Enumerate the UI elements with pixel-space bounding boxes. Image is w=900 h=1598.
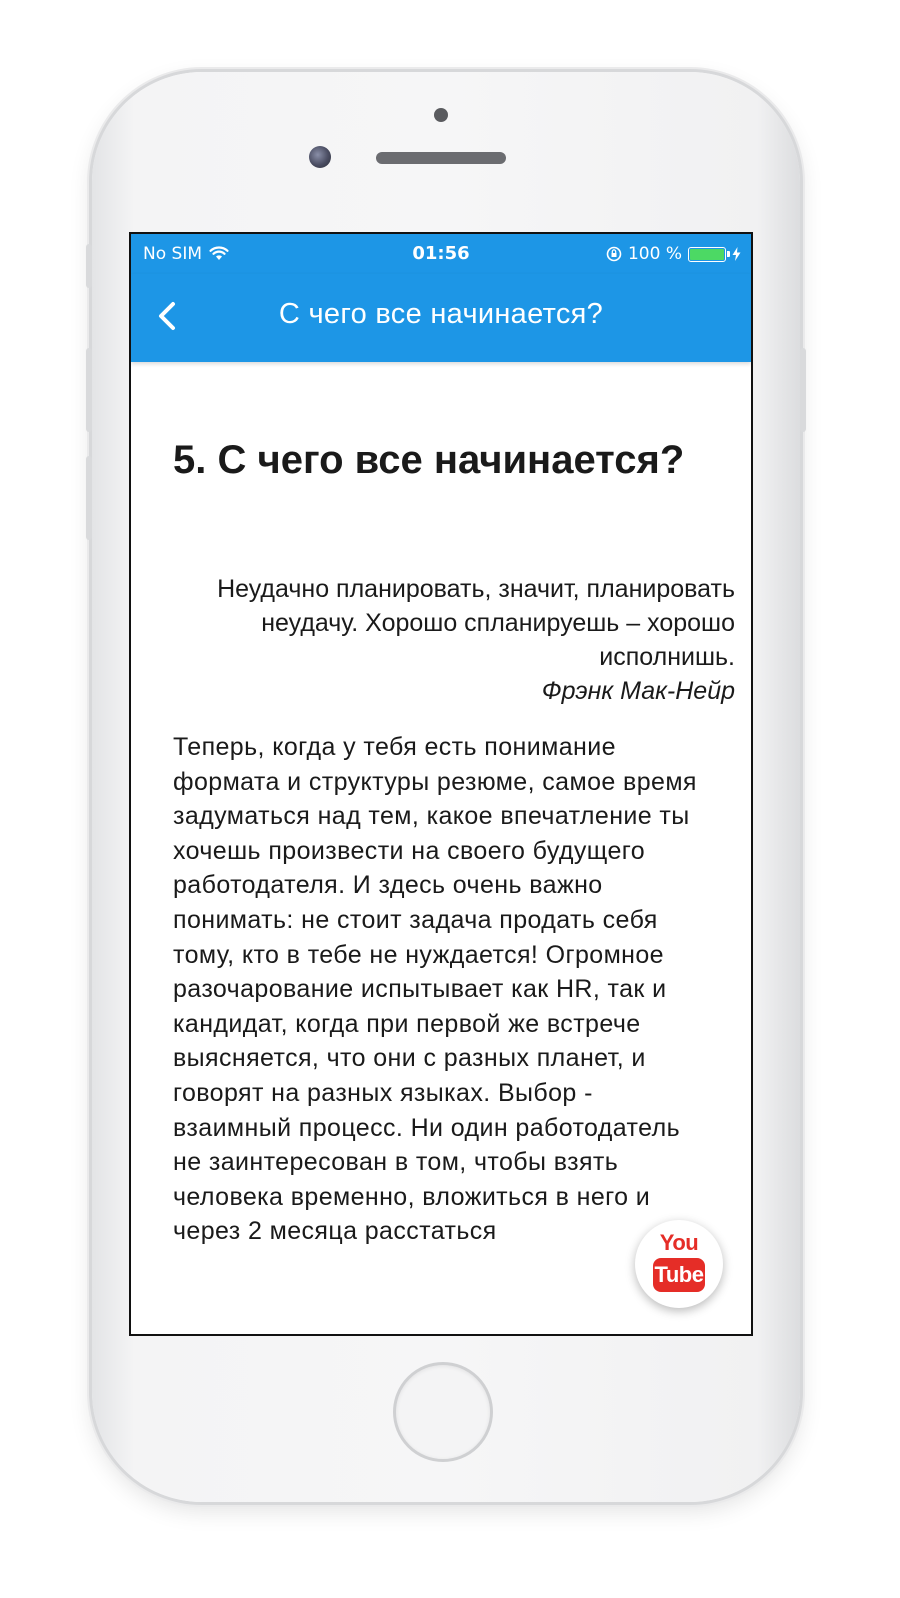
home-button[interactable] xyxy=(393,1362,493,1462)
charging-bolt-icon xyxy=(732,247,741,261)
article-body: Теперь, когда у тебя есть понимание формата и структуры резюме, самое время задуматься над тем, какое впечатление ты хочешь произвести на своего будущего работодателя. И здесь очень важно понимать: не стоит задача продать себя тому, кто в тебе не нуждается! Огромное разочарование испытывает как HR, так и кандидат, когда при первой же встрече выясняется, что они с разных планет, и говорят на разных языках. Выбор - взаимный процесс. Ни один работодатель не заинтересован в том, чтобы взять человека временно, вложиться в него и через 2 месяца расстаться xyxy=(173,733,697,1246)
status-right xyxy=(606,244,741,264)
battery-level-fill xyxy=(690,249,724,260)
status-time: 01:56 xyxy=(412,243,470,264)
volume-down-button xyxy=(86,456,92,540)
article-title: 5. С чего все начинается? xyxy=(173,438,685,482)
epigraph-author: Фрэнк Мак-Нейр xyxy=(541,677,735,705)
mute-switch xyxy=(86,244,92,288)
proximity-sensor xyxy=(434,108,448,122)
power-button xyxy=(800,348,806,432)
volume-up-button xyxy=(86,348,92,432)
youtube-logo-you: You xyxy=(659,1230,699,1255)
article-content[interactable] xyxy=(131,362,751,1334)
navigation-bar xyxy=(131,274,751,362)
epigraph xyxy=(175,572,735,708)
battery-tip xyxy=(727,251,730,257)
battery-icon xyxy=(688,247,726,262)
status-bar xyxy=(131,234,751,274)
battery-percent-label: 100 % xyxy=(627,244,682,264)
youtube-button[interactable] xyxy=(635,1220,723,1308)
phone-screen xyxy=(129,232,753,1336)
nav-title: С чего все начинается? xyxy=(278,298,604,330)
carrier-label: No SIM xyxy=(143,244,202,264)
orientation-lock-icon xyxy=(606,246,622,262)
youtube-icon: Tube xyxy=(653,1258,705,1292)
earpiece-speaker xyxy=(376,152,506,164)
front-camera-icon xyxy=(309,146,331,168)
epigraph-text: Неудачно планировать, значит, планировать неудачу. Хорошо спланируешь – хорошо исполнишь. xyxy=(217,575,735,671)
